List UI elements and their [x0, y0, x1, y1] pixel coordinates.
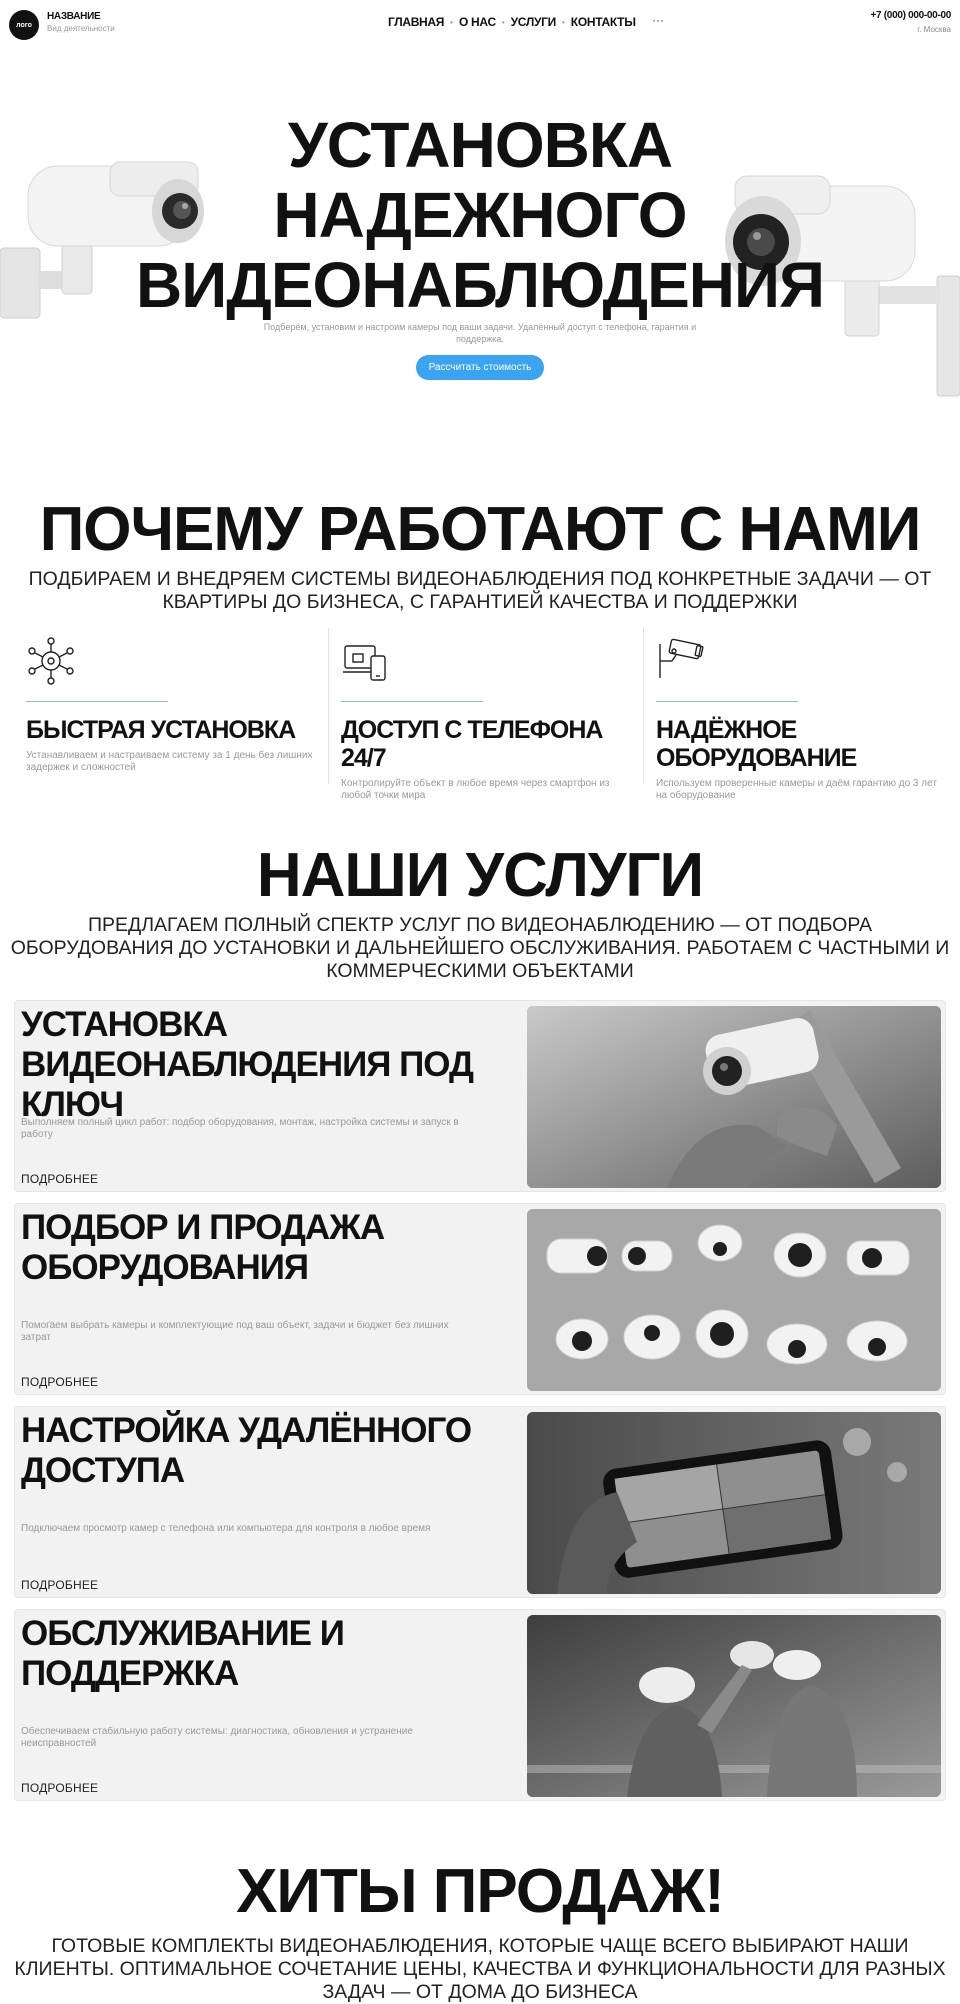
nav-separator: • — [450, 17, 453, 27]
service-more-link[interactable]: ПОДРОБНЕЕ — [21, 1578, 99, 1592]
nav-home[interactable]: ГЛАВНАЯ — [388, 15, 445, 29]
devices-icon — [341, 636, 391, 686]
nav-about[interactable]: О НАС — [458, 15, 496, 29]
nav-contacts[interactable]: КОНТАКТЫ — [570, 15, 636, 29]
feature-title: ДОСТУП С ТЕЛЕФОНА 24/7 — [341, 716, 603, 772]
nav-services[interactable]: УСЛУГИ — [510, 15, 556, 29]
phone-link[interactable]: +7 (000) 000-00-00 — [870, 10, 951, 21]
service-title: ПОДБОР И ПРОДАЖА ОБОРУДОВАНИЯ — [21, 1208, 385, 1287]
calculate-price-button[interactable]: Рассчитать стоимость — [416, 355, 544, 380]
hits-lead: ГОТОВЫЕ КОМПЛЕКТЫ ВИДЕОНАБЛЮДЕНИЯ, КОТОРЫЕ ЧАЩЕ ВСЕГО ВЫБИРАЮТ НАШИ КЛИЕНТЫ. ОПТИМАЛЬНОЕ СОЧЕТАНИЕ ЦЕНЫ, КАЧЕСТВА И ФУНКЦИОНАЛЬНОСТИ ДЛЯ РАЗНЫХ ЗАДАЧ — ОТ ДОМА ДО БИЗНЕСА — [14, 1935, 946, 2003]
service-card[interactable] — [14, 1000, 946, 1192]
service-card[interactable] — [14, 1406, 946, 1598]
service-more-link[interactable]: ПОДРОБНЕЕ — [21, 1375, 99, 1389]
hero-title-line-2: НАДЕЖНОГО — [273, 179, 687, 251]
services-title: НАШИ УСЛУГИ — [256, 841, 704, 910]
feature-divider — [656, 701, 798, 702]
nav-separator: • — [561, 17, 565, 27]
brand-name: НАЗВАНИЕ — [47, 11, 101, 22]
remote-access-photo — [527, 1412, 941, 1594]
hits-title: ХИТЫ ПРОДАЖ! — [236, 1857, 724, 1926]
features-list — [14, 628, 946, 801]
service-title: ОБСЛУЖИВАНИЕ И ПОДДЕРЖКА — [21, 1614, 344, 1693]
service-more-link[interactable]: ПОДРОБНЕЕ — [21, 1781, 99, 1795]
service-card[interactable] — [14, 1203, 946, 1395]
feature-title: БЫСТРАЯ УСТАНОВКА — [26, 716, 296, 744]
main-nav — [388, 15, 636, 29]
service-title: УСТАНОВКА ВИДЕОНАБЛЮДЕНИЯ ПОД КЛЮЧ — [21, 1005, 473, 1124]
installation-photo — [527, 1006, 941, 1188]
feature-card — [14, 628, 328, 784]
service-text: Помогаем выбрать камеры и комплектующие под ваш объект, задачи и бюджет без лишних затрат — [21, 1320, 449, 1343]
services-lead: ПРЕДЛАГАЕМ ПОЛНЫЙ СПЕКТР УСЛУГ ПО ВИДЕОНАБЛЮДЕНИЮ — ОТ ПОДБОРА ОБОРУДОВАНИЯ ДО УСТАНОВКИ И ДАЛЬНЕЙШЕГО ОБСЛУЖИВАНИЯ. РАБОТАЕМ С ЧАСТНЫМИ И КОММЕРЧЕСКИМИ ОБЪЕКТАМИ — [10, 914, 950, 982]
network-gear-icon — [26, 636, 76, 686]
more-menu-icon[interactable]: ··· — [652, 13, 664, 27]
feature-title: НАДЁЖНОЕ ОБОРУДОВАНИЕ — [656, 716, 857, 772]
brand-subtitle: Вид деятельности — [47, 24, 115, 33]
hero-subtitle: Подберём, установим и настроим камеры под ваши задачи. Удалённый доступ с телефона, гарантия и поддержка. — [263, 322, 697, 344]
hero-title-line-3: ВИДЕОНАБЛЮДЕНИЯ — [136, 249, 824, 321]
brand[interactable] — [47, 11, 115, 33]
header-contacts — [871, 10, 952, 34]
service-title: НАСТРОЙКА УДАЛЁННОГО ДОСТУПА — [21, 1411, 472, 1490]
feature-text: Используем проверенные камеры и даём гарантию до 3 лет на оборудование — [656, 778, 937, 801]
equipment-photo — [527, 1209, 941, 1391]
hero-section — [0, 46, 960, 436]
feature-divider — [341, 701, 483, 702]
feature-text: Контролируйте объект в любое время через смартфон из любой точки мира — [341, 778, 610, 801]
feature-text: Устанавливаем и настраиваем систему за 1 день без лишних задержек и сложностей — [26, 750, 313, 773]
service-text: Выполняем полный цикл работ: подбор оборудования, монтаж, настройка системы и запуск в работу — [21, 1117, 459, 1140]
site-header — [0, 0, 960, 46]
feature-card — [643, 628, 958, 801]
hero-title-line-1: УСТАНОВКА — [287, 109, 673, 181]
why-us-title: ПОЧЕМУ РАБОТАЮТ С НАМИ — [39, 495, 921, 564]
service-card[interactable] — [14, 1609, 946, 1801]
service-more-link[interactable]: ПОДРОБНЕЕ — [21, 1172, 99, 1186]
feature-divider — [26, 701, 168, 702]
why-us-lead: ПОДБИРАЕМ И ВНЕДРЯЕМ СИСТЕМЫ ВИДЕОНАБЛЮДЕНИЯ ПОД КОНКРЕТНЫЕ ЗАДАЧИ — ОТ КВАРТИРЫ ДО БИЗНЕСА, С ГАРАНТИЕЙ КАЧЕСТВА И ПОДДЕРЖКИ — [28, 568, 932, 613]
feature-card — [328, 628, 643, 801]
nav-separator: • — [501, 17, 505, 27]
cctv-camera-icon — [656, 636, 706, 686]
logo[interactable]: лого — [9, 10, 39, 40]
hero-title — [0, 110, 960, 320]
service-text: Обеспечиваем стабильную работу системы: диагностика, обновления и устранение неисправностей — [21, 1726, 413, 1749]
city-label: г. Москва — [917, 25, 951, 34]
service-text: Подключаем просмотр камер с телефона или компьютера для контроля в любое время — [21, 1523, 431, 1534]
maintenance-photo — [527, 1615, 941, 1797]
